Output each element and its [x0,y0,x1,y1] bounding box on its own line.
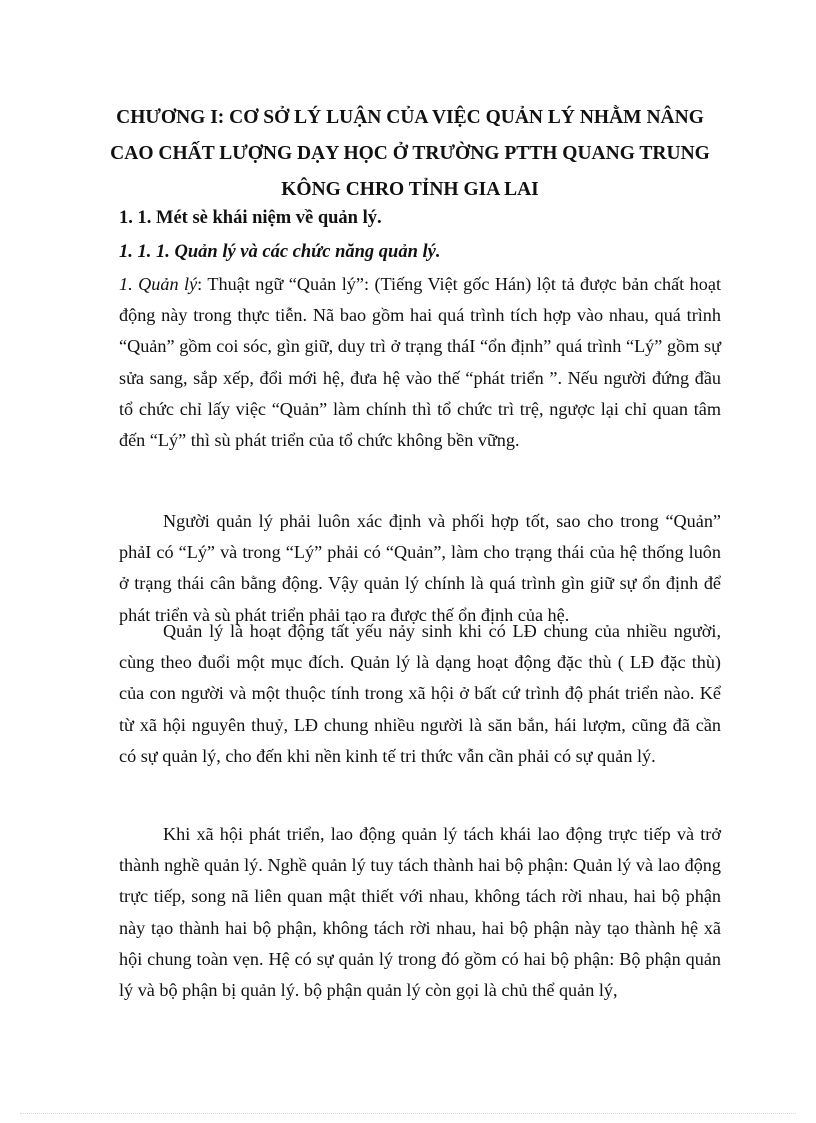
paragraph-1 [119,269,721,456]
chapter-title-line-3: KÔNG CHRO TỈNH GIA LAI [281,179,539,200]
subsection-heading: 1. 1. 1. Quản lý và các chức năng quản lý. [119,242,441,262]
paragraph-1-lead: 1. Quản lý [119,274,198,294]
page-bottom-divider [20,1113,796,1114]
chapter-title [100,100,720,208]
chapter-title-line-1: CHƯƠNG I: CƠ SỞ LÝ LUẬN CỦA VIỆC QUẢN LÝ NHẰM NÂNG [116,107,704,128]
paragraph-2: Người quản lý phải luôn xác định và phối hợp tốt, sao cho trong “Quản” phảI có “Lý” và trong “Lý” phải có “Quản”, làm cho trạng thái của hệ thống luôn ở trạng thái cân bằng động. Vậy quản lý chính là quá trình gìn giữ sự ổn định để phát triển và sù phát triển phải tạo ra được thế ổn định của hệ. [119,511,721,625]
paragraph-4: Khi xã hội phát triển, lao động quản lý tách khái lao động trực tiếp và trở thành nghề quản lý. Nghề quản lý tuy tách thành hai bộ phận: Quản lý và lao động trực tiếp, song nã liên quan mật thiết với nhau, không tách rời nhau, hai bộ phận này tạo thành hai bộ phận, không tách rời nhau, hai bộ phận này tạo thành hệ xã hội chung toàn vẹn. Hệ có sự quản lý trong đó gồm có hai bộ phận: Bộ phận quản lý và bộ phận bị quản lý. bộ phận quản lý còn gọi là chủ thể quản lý, [119,824,721,1001]
paragraph-3: Quản lý là hoạt động tất yếu nảy sinh khi có LĐ chung của nhiều người, cùng theo đuổi một mục đích. Quản lý là dạng hoạt động đặc thù ( LĐ đặc thù) của con người và một thuộc tính trong xã hội ở bất cứ trình độ phát triển nào. Kể từ xã hội nguyên thuỷ, LĐ chung nhiều người là săn bắn, hái lượm, cũng đã cần có sự quản lý, cho đến khi nền kinh tế tri thức vẫn cần phải có sự quản lý. [119,621,721,766]
section-heading: 1. 1. Mét sè khái niệm về quản lý. [119,208,382,228]
chapter-title-line-2: CAO CHẤT LƯỢNG DẠY HỌC Ở TRƯỜNG PTTH QUANG TRUNG [110,143,710,164]
paragraph-1-text: : Thuật ngữ “Quản lý”: (Tiếng Việt gốc Hán) lột tả được bản chất hoạt động này trong thực tiễn. Nã bao gồm hai quá trình tích hợp vào nhau, quá trình “Quản” gồm coi sóc, gìn giữ, duy trì ở trạng tháI “ổn định” quá trình “Lý” gồm sự sửa sang, sắp xếp, đổi mới hệ, đưa hệ vào thế “phát triển ”. Nếu người đứng đầu tổ chức chỉ lấy việc “Quản” làm chính thì tổ chức trì trệ, ngược lại chỉ quan tâm đến “Lý” thì sù phát triển của tổ chức không bền vững. [119,274,721,451]
